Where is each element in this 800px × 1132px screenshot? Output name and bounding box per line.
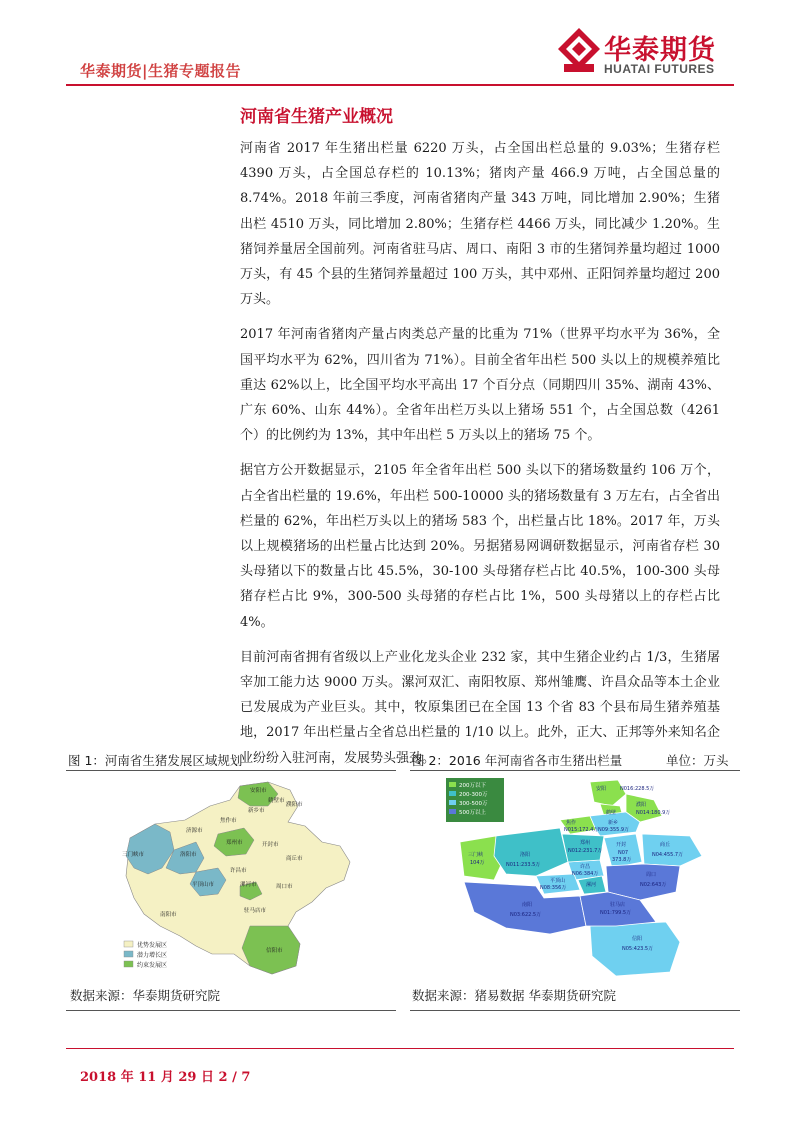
map-label: 373.8万 xyxy=(612,857,632,863)
figure2-source: 数据来源：猪易数据 华泰期货研究院 xyxy=(412,988,616,1003)
figure2-bottom-rule xyxy=(410,1010,740,1011)
paragraph: 目前河南省拥有省级以上产业化龙头企业 232 家，其中生猪企业约占 1/3，生猪屠宰加工能力达 9000 万头。漯河双汇、南阳牧原、郑州雏鹰、许昌众品等本土企业已发展成为产业巨头。其中，牧原集团已在全国 13 个省 83 个县布局生猪养殖基地，2017 年出栏量占全省总出栏量的 1/10 以上。此外，正大、正邦等外来知名企业纷纷入驻河南，发展势头强劲。 xyxy=(240,649,720,766)
map-label: 安阳 xyxy=(596,786,607,792)
legend-swatch-300-500 xyxy=(449,800,456,805)
map-label: 平顶山 xyxy=(550,878,566,884)
legend-swatch-potential xyxy=(124,951,133,957)
map-label: 郑州 xyxy=(580,840,591,846)
map-label: N011:233.5万 xyxy=(506,862,541,868)
map-label: N03:622.5万 xyxy=(510,912,542,918)
map-label: N06:384万 xyxy=(572,871,599,877)
logo-name-en: HUATAI FUTURES xyxy=(604,62,715,76)
legend-swatch-lt200 xyxy=(449,782,456,787)
map-label: N015:172.4万 xyxy=(564,827,599,833)
legend-swatch-advantage xyxy=(124,941,133,947)
legend-label: 500万以上 xyxy=(459,810,486,816)
map-label: N016:228.5万 xyxy=(620,786,655,792)
paragraph: 2017 年河南省猪肉产量占肉类总产量的比重为 71%（世界平均水平为 36%，全国平均水平为 62%，四川省为 71%）。目前全省年出栏 500 头以上的规模养殖比重达 62%以上，比全国平均水平高出 17 个百分点（同期四川 35%、湖南 43%、广东 60%、山东 44%）。全省年出栏万头以上猪场 551 个，占全国总数（4261 个）的比例约为 13%，其中年出栏 5 万头以上的猪场 75 个。 xyxy=(240,327,720,444)
map-label: N04:455.7万 xyxy=(652,852,684,858)
legend-label: 优势发展区 xyxy=(137,942,168,949)
figure1-bottom-rule xyxy=(66,1010,396,1011)
map-city-label: 漯河市 xyxy=(240,882,257,888)
map-label: 新乡 xyxy=(608,820,619,826)
map-city-label: 安阳市 xyxy=(250,788,267,794)
map-label: 焦作 xyxy=(566,820,577,826)
map-city-label: 信阳市 xyxy=(266,948,283,954)
henan-planning-map xyxy=(100,776,360,988)
map-label: 商丘 xyxy=(660,842,671,848)
figure2-top-rule xyxy=(410,770,740,771)
figure1-title: 图 1：河南省生猪发展区域规划 xyxy=(68,753,243,768)
legend-label: 约束发展区 xyxy=(137,962,168,969)
footer-date: 2018 年 11 月 29 日 xyxy=(80,1070,214,1085)
legend-swatch-gt500 xyxy=(449,809,456,814)
map-label: 漯河 xyxy=(586,882,597,888)
article-body xyxy=(240,136,720,781)
map-label: 濮阳 xyxy=(636,802,647,808)
legend-label: 300-500万 xyxy=(459,801,488,807)
huatai-logo-icon xyxy=(556,26,602,76)
henan-output-map xyxy=(440,776,730,988)
legend-label: 200万以下 xyxy=(459,783,486,789)
map-label: N02:643万 xyxy=(640,882,667,888)
map-city-label: 平顶山市 xyxy=(192,882,215,888)
footer xyxy=(80,1066,250,1085)
map-city-label: 濮阳市 xyxy=(286,802,303,808)
figure2-unit: 单位：万头 xyxy=(666,753,729,768)
header-rule xyxy=(66,84,734,86)
map-label: 驻马店 xyxy=(610,902,626,908)
map-city-label: 洛阳市 xyxy=(180,852,197,858)
map-label: N09:355.9万 xyxy=(598,827,630,833)
figure1-top-rule xyxy=(66,770,396,771)
legend-label: 200-300万 xyxy=(459,792,488,798)
footer-page: 2 / 7 xyxy=(218,1070,251,1085)
map-city-label: 驻马店市 xyxy=(244,908,267,914)
map-city-label: 南阳市 xyxy=(160,912,177,918)
logo-name-cn: 华泰期货 xyxy=(604,35,716,66)
map-city-label: 济源市 xyxy=(186,828,203,834)
legend-label: 潜力增长区 xyxy=(137,952,168,959)
paragraph: 河南省 2017 年生猪出栏量 6220 万头，占全国出栏总量的 9.03%；生猪存栏 4390 万头，占全国总存栏的 10.13%；猪肉产量 466.9 万吨，占全国总量的 8.74%。2018 年前三季度，河南省猪肉产量 343 万吨，同比增加 2.90%；生猪出栏 4510 万头，同比增加 2.80%；生猪存栏 4466 万头，同比减少 1.20%。生猪饲养量居全国前列。河南省驻马店、周口、南阳 3 市的生猪饲养量均超过 1000 万头，有 45 个县的生猪饲养量超过 100 万头，其中邓州、正阳饲养量均超过 200 万头。 xyxy=(240,141,720,308)
map-city-label: 三门峡市 xyxy=(122,852,145,858)
map-city-label: 新乡市 xyxy=(248,808,265,814)
map-city-label: 开封市 xyxy=(262,842,279,848)
legend-swatch-constrained xyxy=(124,961,133,967)
map-label: N012:231.7万 xyxy=(568,848,603,854)
report-header-tag: 华泰期货|生猪专题报告 xyxy=(80,62,241,80)
map-label: N05:423.5万 xyxy=(622,946,654,952)
map-city-label: 商丘市 xyxy=(286,856,303,862)
huatai-logo xyxy=(556,26,736,80)
paragraph: 据官方公开数据显示，2105 年全省年出栏 500 头以下的猪场数量约 106 万个，占全省出栏量的 19.6%，年出栏 500-10000 头的猪场数量有 3 万左右，占全省出栏量的 62%，年出栏万头以上的猪场 583 个，出栏量占比 18%。2017 年，万头以上规模猪场的出栏量占比达到 20%。另据猪易网调研数据显示，河南省存栏 30 头母猪以下的数量占比 45.5%，30-100 头母猪存栏占比 40.5%，100-300 头母猪存栏占比 9%，300-500 头母猪的存栏占比 1%，500 头母猪以上的存栏占比 4%。 xyxy=(240,463,720,630)
map-label: 南阳 xyxy=(522,902,533,908)
map-label: N014:180.9万 xyxy=(636,810,671,816)
map-label: N01:799.5万 xyxy=(600,910,632,916)
map-label: N08:356万 xyxy=(540,885,567,891)
map-city-label: 鹤壁市 xyxy=(268,798,285,804)
section-title: 河南省生猪产业概况 xyxy=(240,107,393,127)
map-label: 鹤壁 xyxy=(606,810,617,816)
region-pingdingshan xyxy=(536,874,580,894)
map-city-label: 许昌市 xyxy=(230,868,247,874)
map-label: 许昌 xyxy=(580,864,591,870)
map-label: 三门峡 xyxy=(468,852,484,858)
map-label: 信阳 xyxy=(632,936,643,942)
map-label: N07 xyxy=(618,850,629,856)
map-label: 洛阳 xyxy=(520,852,531,858)
map-label: 开封 xyxy=(616,842,627,848)
legend-swatch-200-300 xyxy=(449,791,456,796)
figure2-title: 图 2：2016 年河南省各市生猪出栏量 xyxy=(412,753,623,768)
map-label: 周口 xyxy=(646,872,657,878)
map-city-label: 焦作市 xyxy=(220,818,237,824)
figure1-source: 数据来源：华泰期货研究院 xyxy=(70,988,221,1003)
map-city-label: 郑州市 xyxy=(226,840,243,846)
footer-rule xyxy=(66,1048,734,1049)
map-city-label: 周口市 xyxy=(276,884,293,890)
map-label: 104万 xyxy=(470,860,485,866)
